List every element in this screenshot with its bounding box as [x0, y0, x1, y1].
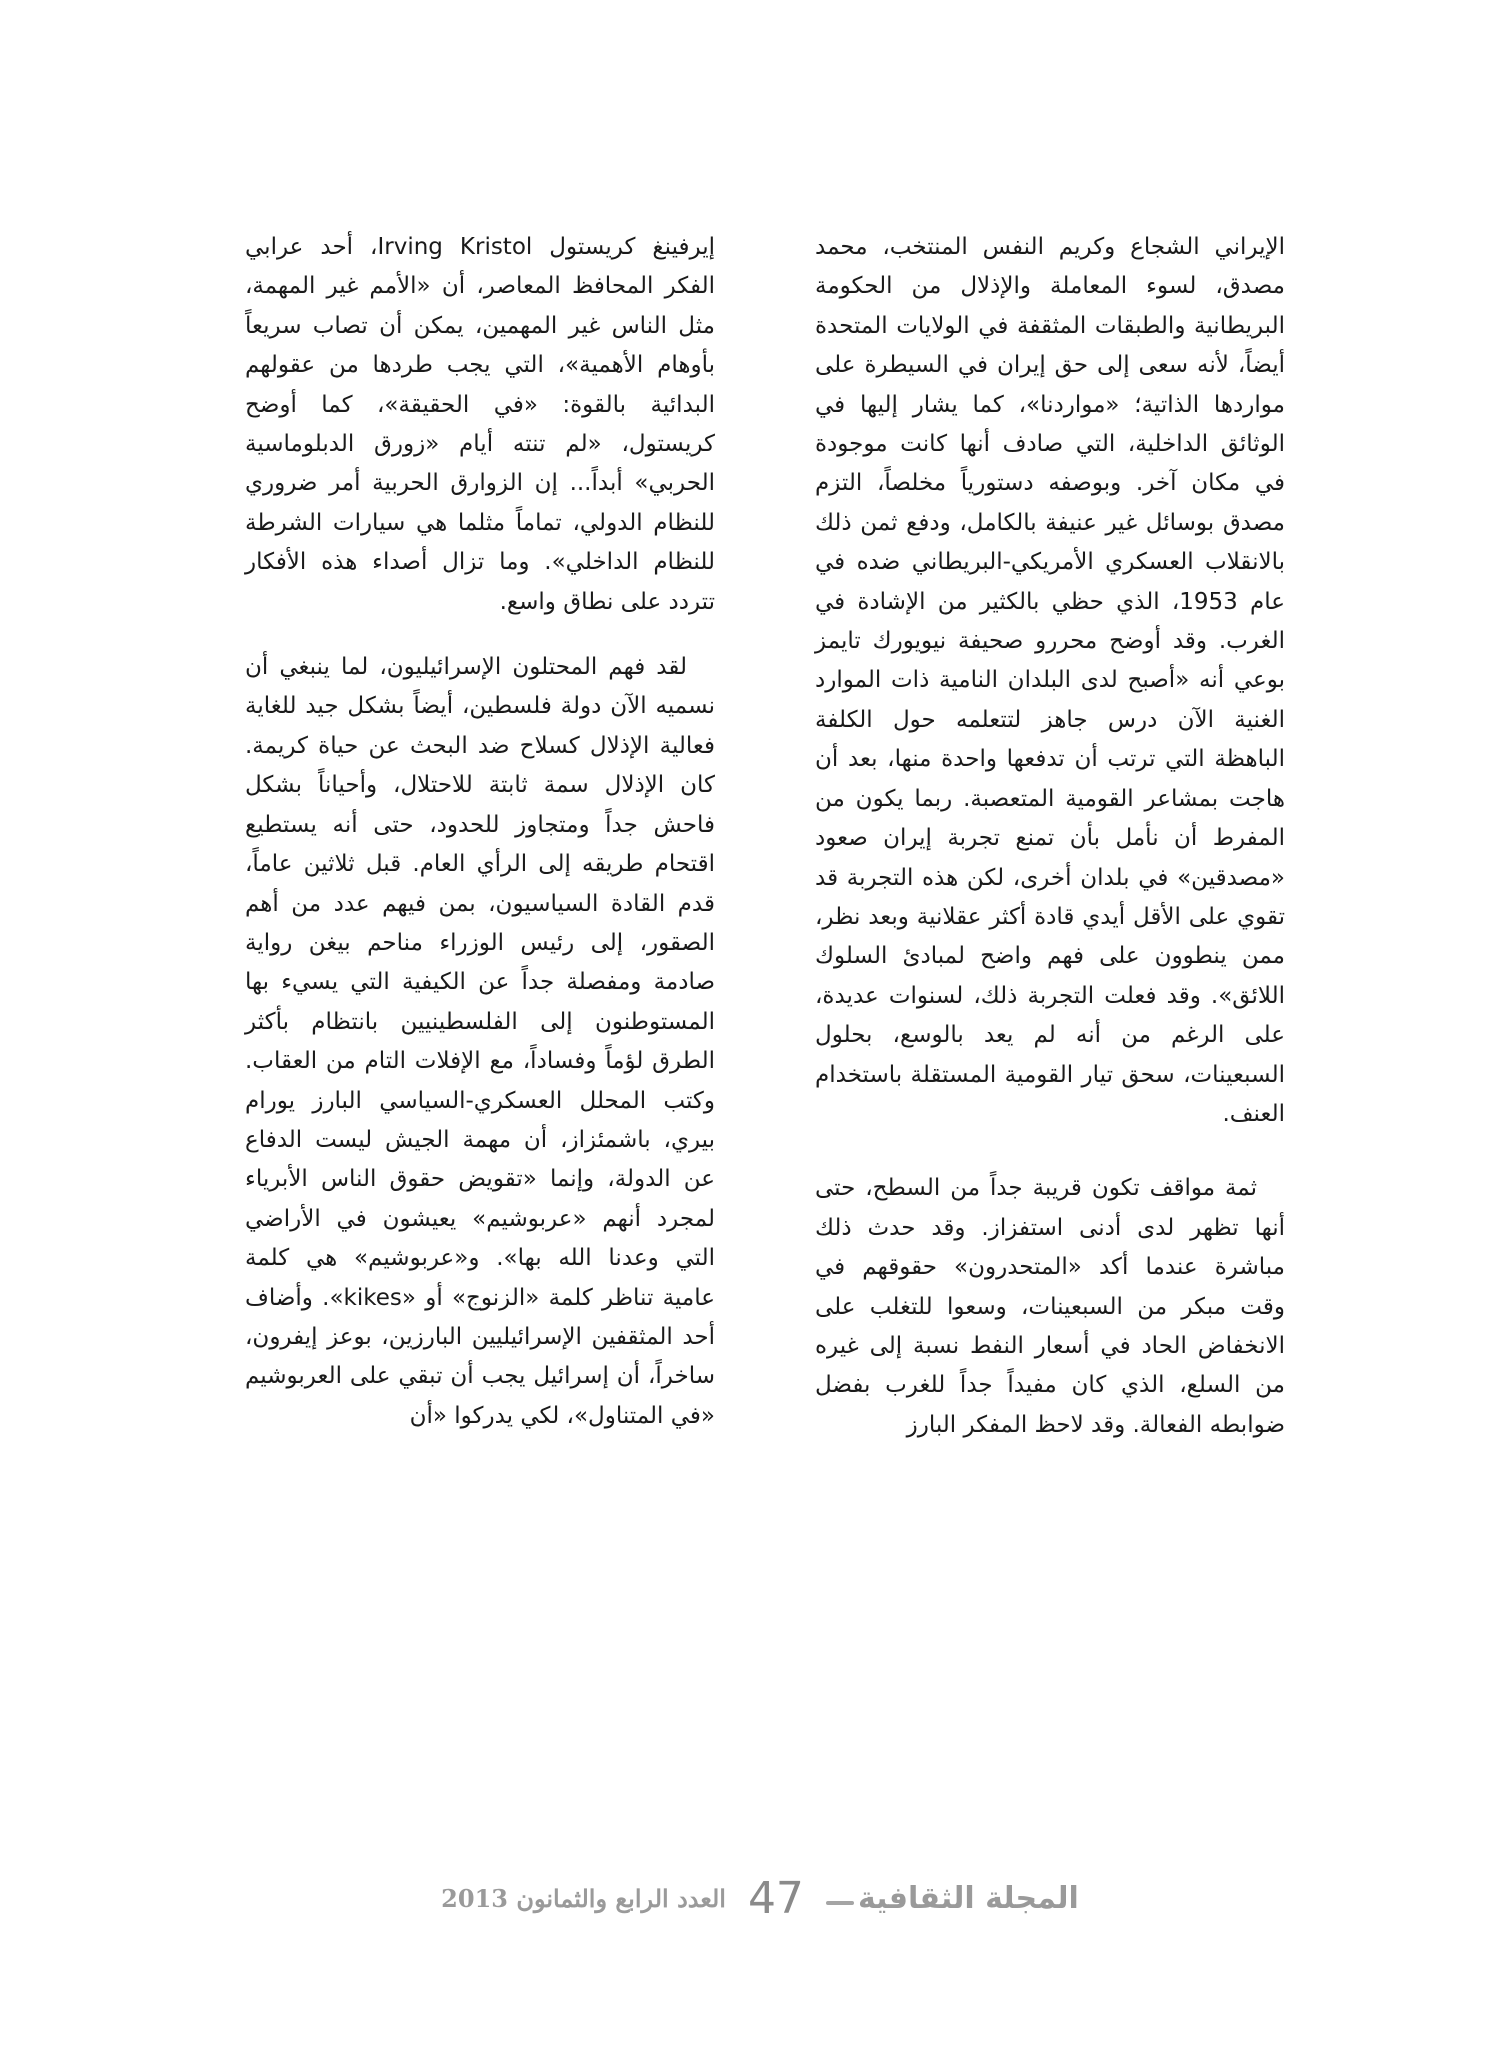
- issue-label: العدد الرابع والثمانون 2013: [441, 1883, 726, 1913]
- text-column-left: [245, 228, 715, 1436]
- paragraph: لقد فهم المحتلون الإسرائيليون، لما ينبغي أن نسميه الآن دولة فلسطين، أيضاً بشكل جيد للغاية فعالية الإذلال كسلاح ضد البحث عن حياة كريمة. كان الإذلال سمة ثابتة للاحتلال، وأحياناً بشكل فاحش جداً ومتجاوز للحدود، حتى أنه يستطيع اقتحام طريقه إلى الرأي العام. قبل ثلاثين عاماً، قدم القادة السياسيون، بمن فيهم عدد من أهم الصقور، إلى رئيس الوزراء مناحم بيغن رواية صادمة ومفصلة جداً عن الكيفية التي يسيء بها المستوطنون إلى الفلسطينيين بانتظام بأكثر الطرق لؤماً وفساداً، مع الإفلات التام من العقاب. وكتب المحلل العسكري-السياسي البارز يورام بيري، باشمئزاز، أن مهمة الجيش ليست الدفاع عن الدولة، وإنما «تقويض حقوق الناس الأبرياء لمجرد أنهم «عربوشيم» يعيشون في الأراضي التي وعدنا الله بها». و«عربوشيم» هي كلمة عامية تناظر كلمة «الزنوج» أو «kikes». وأضاف أحد المثقفين الإسرائيليين البارزين، بوعز إيفرون، ساخراً، أن إسرائيل يجب أن تبقي على العربوشيم «في المتناول»، لكي يدركوا «أن: [245, 654, 715, 1429]
- page-number: 47: [747, 1872, 804, 1924]
- page-footer: [440, 1868, 1080, 1928]
- logo-swash-icon: [826, 1901, 854, 1905]
- paragraph: إيرفينغ كريستول Irving Kristol، أحد عرابي الفكر المحافظ المعاصر، أن «الأمم غير المهمة، مثل الناس غير المهمين، يمكن أن تصاب سريعاً بأوهام الأهمية»، التي يجب طردها من عقولهم البدائية بالقوة: «في الحقيقة»، كما أوضح كريستول، «لم تنته أيام «زورق الدبلوماسية الحربي» أبداً... إن الزوارق الحربية أمر ضروري للنظام الدولي، تماماً مثلما هي سيارات الشرطة للنظام الداخلي». وما تزال أصداء هذه الأفكار تتردد على نطاق واسع.: [245, 234, 715, 615]
- magazine-logo: [826, 1881, 1079, 1916]
- paragraph: الإيراني الشجاع وكريم النفس المنتخب، محمد مصدق، لسوء المعاملة والإذلال من الحكومة البريطانية والطبقات المثقفة في الولايات المتحدة أيضاً، لأنه سعى إلى حق إيران في السيطرة على مواردها الذاتية؛ «مواردنا»، كما يشار إليها في الوثائق الداخلية، التي صادف أنها كانت موجودة في مكان آخر. وبوصفه دستورياً مخلصاً، التزم مصدق بوسائل غير عنيفة بالكامل، ودفع ثمن ذلك بالانقلاب العسكري الأمريكي-البريطاني ضده في عام 1953، الذي حظي بالكثير من الإشادة في الغرب. وقد أوضح محررو صحيفة نيويورك تايمز بوعي أنه «أصبح لدى البلدان النامية ذات الموارد الغنية الآن درس جاهز لتتعلمه حول الكلفة الباهظة التي ترتب أن تدفعها واحدة منها، بعد أن هاجت بمشاعر القومية المتعصبة. ربما يكون من المفرط أن نأمل بأن تمنع تجربة إيران صعود «مصدقين» في بلدان أخرى، لكن هذه التجربة قد تقوي على الأقل أيدي قادة أكثر عقلانية وبعد نظر، ممن ينطوون على فهم واضح لمبادئ السلوك اللائق». وقد فعلت التجربة ذلك، لسنوات عديدة، على الرغم من أنه لم يعد بالوسع، بحلول السبعينات، سحق تيار القومية المستقلة باستخدام العنف.: [815, 234, 1285, 1127]
- text-column-right: [815, 228, 1285, 1445]
- paragraph: ثمة مواقف تكون قريبة جداً من السطح، حتى أنها تظهر لدى أدنى استفزاز. وقد حدث ذلك مباشرة عندما أكد «المتحدرون» حقوقهم في وقت مبكر من السبعينات، وسعوا للتغلب على الانخفاض الحاد في أسعار النفط نسبة إلى غيره من السلع، الذي كان مفيداً جداً للغرب بفضل ضوابطه الفعالة. وقد لاحظ المفكر البارز: [815, 1175, 1285, 1438]
- magazine-name: المجلة الثقافية: [857, 1880, 1079, 1916]
